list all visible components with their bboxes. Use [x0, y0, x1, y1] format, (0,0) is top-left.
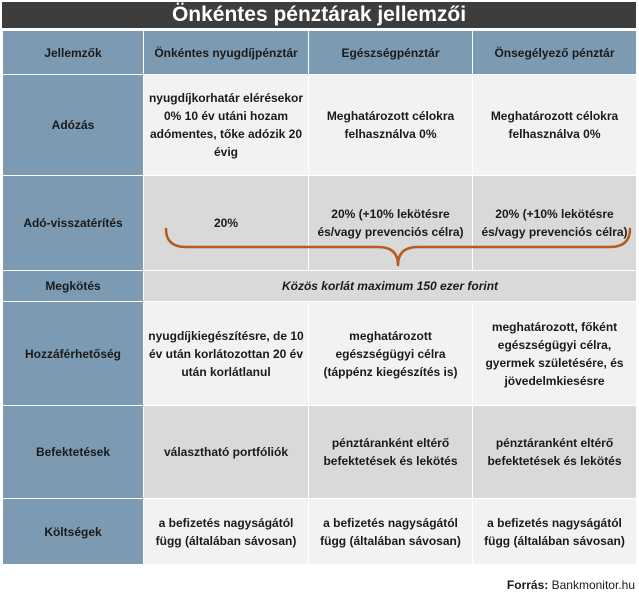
cell-megkotes-merged: Közös korlát maximum 150 ezer forint: [144, 271, 637, 302]
header-onsegelyezo-penztar: Önsegélyező pénztár: [473, 31, 637, 75]
row-label-ado-visszaterites: Adó-visszatérítés: [3, 176, 144, 271]
cell-koltsegek-egeszseg: a befizetés nagyságától függ (általában sávosan): [309, 499, 473, 565]
row-label-hozzaferhetoseg: Hozzáférhetőség: [3, 302, 144, 406]
cell-visszaterites-egeszseg: 20% (+10% lekötésre és/vagy prevenciós célra): [309, 176, 473, 271]
row-label-koltsegek: Költségek: [3, 499, 144, 565]
cell-hozzaferhetoseg-egeszseg: meghatározott egészségügyi célra (táppénz kiegészítés is): [309, 302, 473, 406]
source-credit: [507, 578, 635, 592]
row-label-befektetesek: Befektetések: [3, 406, 144, 499]
table-row-hozzaferhetoseg: [3, 302, 637, 406]
row-label-adozas: Adózás: [3, 75, 144, 176]
cell-visszaterites-onsegelyezo: 20% (+10% lekötésre és/vagy prevenciós célra): [473, 176, 637, 271]
cell-befektetesek-onsegelyezo: pénztáranként eltérő befektetések és lekötés: [473, 406, 637, 499]
row-label-megkotes: Megkötés: [3, 271, 144, 302]
cell-befektetesek-egeszseg: pénztáranként eltérő befektetések és lekötés: [309, 406, 473, 499]
cell-befektetesek-nyugdij: választható portfóliók: [144, 406, 309, 499]
cell-koltsegek-nyugdij: a befizetés nagyságától függ (általában sávosan): [144, 499, 309, 565]
source-value: Bankmonitor.hu: [551, 578, 635, 592]
header-egeszsegpenztar: Egészségpénztár: [309, 31, 473, 75]
table-header-row: [3, 31, 637, 75]
page-title: Önkéntes pénztárak jellemzői: [2, 2, 636, 28]
header-jellemzok: Jellemzők: [3, 31, 144, 75]
cell-adozas-nyugdij: nyugdíjkorhatár elérésekor 0% 10 év utáni hozam adómentes, tőke adózik 20 évig: [144, 75, 309, 176]
table-row-megkotes: [3, 271, 637, 302]
source-label: Forrás:: [506, 578, 549, 592]
header-onkentes-nyugdijpenztar: Önkéntes nyugdíjpénztár: [144, 31, 309, 75]
cell-hozzaferhetoseg-onsegelyezo: meghatározott, főként egészségügyi célra, gyermek születésére, és jövedelmkiesésre: [473, 302, 637, 406]
cell-koltsegek-onsegelyezo: a befizetés nagyságától függ (általában sávosan): [473, 499, 637, 565]
table-row-befektetesek: [3, 406, 637, 499]
table-row-koltsegek: [3, 499, 637, 565]
cell-adozas-onsegelyezo: Meghatározott célokra felhasználva 0%: [473, 75, 637, 176]
table-row-adozas: [3, 75, 637, 176]
cell-visszaterites-nyugdij: 20%: [144, 176, 309, 271]
table-row-ado-visszaterites: [3, 176, 637, 271]
comparison-table: [2, 30, 637, 565]
cell-hozzaferhetoseg-nyugdij: nyugdíjkiegészítésre, de 10 év után korlátozottan 20 év után korlátlanul: [144, 302, 309, 406]
cell-adozas-egeszseg: Meghatározott célokra felhasználva 0%: [309, 75, 473, 176]
